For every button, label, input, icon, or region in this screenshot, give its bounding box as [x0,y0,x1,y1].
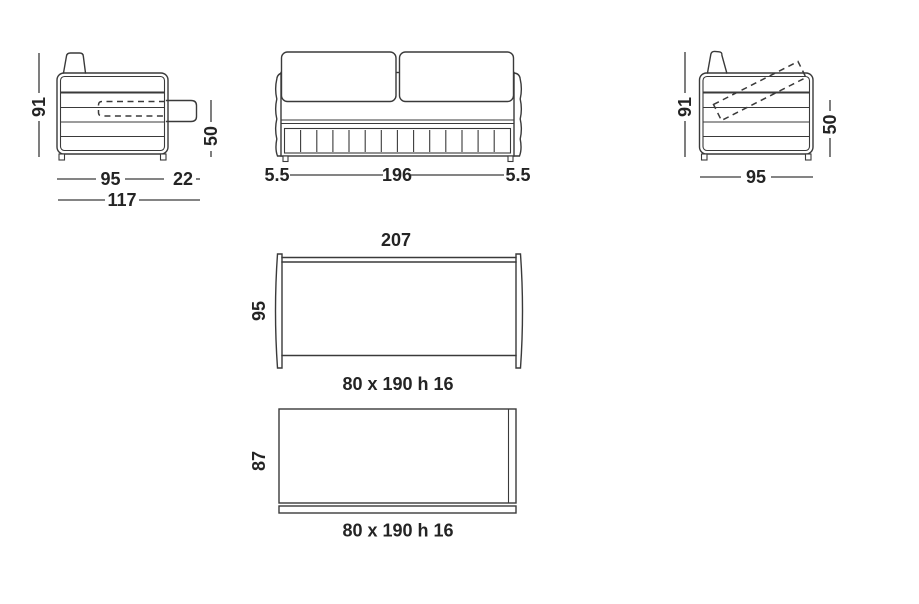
dim-label-height: 91 [28,96,49,118]
dim-label-total-depth: 117 [107,189,137,210]
side-view-pullout [29,53,221,210]
dim-label-left-arm: 5.5 [264,164,290,185]
upholstery-lines [703,108,810,137]
mattress-size-label: 80 x 190 h 16 [342,373,454,394]
foot-front [161,154,167,160]
dim-label-width: 207 [380,229,412,250]
armrest-right-top [516,254,523,368]
body-outline [700,73,814,154]
back-cushion-right [400,52,514,102]
backrest-profile [64,53,86,73]
back-edge-lines [282,258,516,263]
dim-label-seat-depth: 95 [100,168,121,189]
dim-label-shelf-height: 50 [200,125,221,147]
dim-label-depth: 95 [248,300,269,322]
dim-label-depth: 87 [248,450,269,472]
side-view-folded-bed [675,51,840,187]
foot-back [702,154,708,160]
dim-label-depth: 95 [745,166,767,187]
body-inner-outline [61,77,165,151]
mattress-outline [279,409,516,503]
hidden-shelf-dashed [99,102,166,117]
foot-back [59,154,65,160]
dim-label-seat-height: 50 [819,114,840,135]
foot-right [508,156,513,162]
dim-label-shelf-extension: 22 [172,168,194,189]
body-outline [57,73,168,154]
foot-left [283,156,288,162]
back-cushion-left [282,52,397,102]
dim-label-right-arm: 5.5 [505,164,531,185]
open-bed-view [249,409,516,540]
dim-label-inner-width: 196 [381,164,413,185]
backrest-profile [708,51,727,73]
body-inner-outline [703,77,810,151]
mattress-size-label: 80 x 190 h 16 [342,520,454,541]
foot-front [806,154,812,160]
pullout-shelf [167,101,197,122]
top-view [249,230,523,394]
bed-frame-strip [279,506,516,513]
folded-bed-dashed [714,62,807,121]
dim-label-height: 91 [674,96,695,118]
armrest-left-top [276,254,283,368]
upholstery-lines [61,108,166,137]
front-view [264,52,530,185]
